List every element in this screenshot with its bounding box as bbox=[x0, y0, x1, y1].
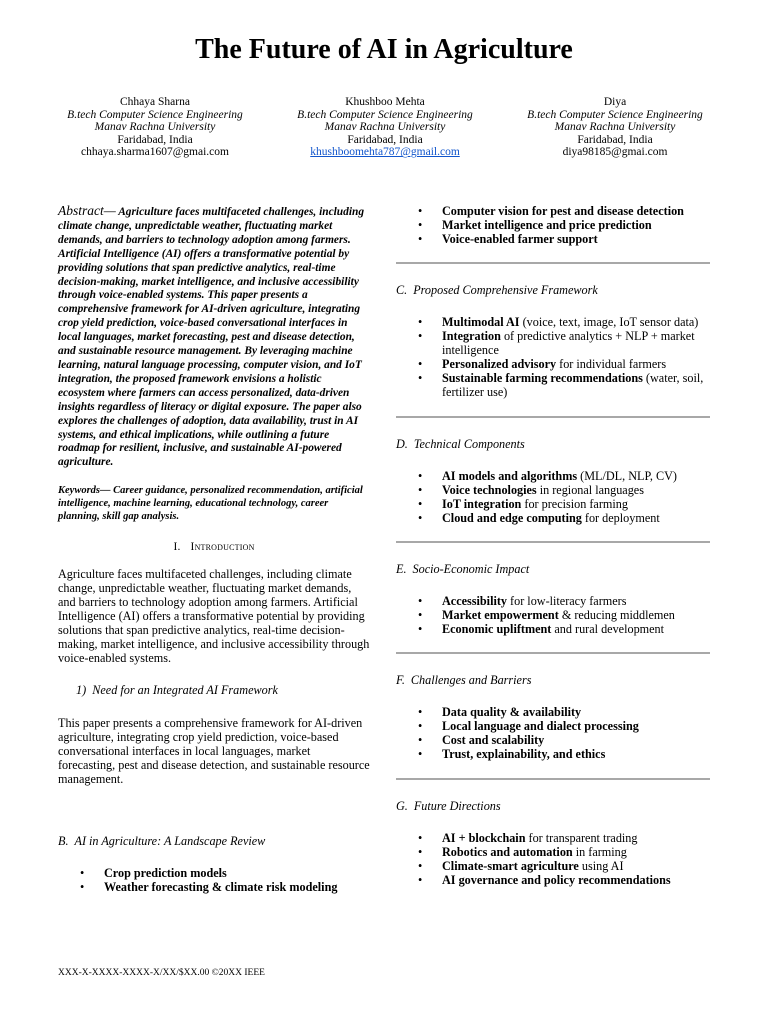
list-item: • AI + blockchain for transparent trading bbox=[396, 831, 710, 845]
author-3 bbox=[500, 96, 730, 159]
list-d bbox=[396, 469, 710, 525]
list-item: • Voice technologies in regional languages bbox=[396, 483, 710, 497]
list-item: • Voice-enabled farmer support bbox=[396, 232, 710, 246]
list-item: • Personalized advisory for individual farmers bbox=[396, 357, 710, 371]
author-university: Manav Rachna University bbox=[324, 121, 446, 134]
list-item: • Weather forecasting & climate risk modeling bbox=[58, 880, 370, 894]
list-e bbox=[396, 594, 710, 636]
author-name: Diya bbox=[603, 96, 627, 108]
list-c bbox=[396, 315, 710, 399]
abstract bbox=[58, 204, 370, 470]
list-item: • Multimodal AI (voice, text, image, IoT sensor data) bbox=[396, 315, 710, 329]
list-item: • Economic upliftment and rural development bbox=[396, 622, 710, 636]
list-item: • Data quality & availability bbox=[396, 705, 710, 719]
author-2 bbox=[270, 96, 500, 159]
list-item: • Cloud and edge computing for deployment bbox=[396, 511, 710, 525]
copyright-footer: XXX-X-XXXX-XXXX-X/XX/$XX.00 ©20XX IEEE bbox=[58, 968, 265, 978]
divider bbox=[396, 778, 710, 780]
author-location: Faridabad, India bbox=[577, 133, 653, 146]
intro-paragraph: Agriculture faces multifaceted challenges, including climate change, unpredictable weather, fluctuating market demands, and barriers to technology adoption among farmers. Artificial Intelligence (AI) offers a transformative potential by providing solutions that span predictive analytics, real-time decision-making, market intelligence, and inclusive accessibility through voice-enabled systems. bbox=[58, 567, 370, 666]
author-program: B.tech Computer Science Engineering bbox=[67, 108, 243, 121]
section-heading-c: C. Proposed Comprehensive Framework bbox=[396, 283, 598, 297]
list-item: • Market empowerment & reducing middlemen bbox=[396, 608, 710, 622]
section-heading-d: D. Technical Components bbox=[396, 437, 525, 451]
left-column bbox=[58, 204, 370, 894]
list-g bbox=[396, 831, 710, 887]
list-f bbox=[396, 705, 710, 761]
section-heading-f: F. Challenges and Barriers bbox=[396, 673, 532, 687]
list-item: • IoT integration for precision farming bbox=[396, 497, 710, 511]
section-heading-g: G. Future Directions bbox=[396, 799, 501, 813]
list-item: • Integration of predictive analytics + NLP + market intelligence bbox=[396, 329, 710, 357]
keywords bbox=[58, 484, 370, 523]
divider bbox=[396, 652, 710, 654]
abstract-text: Agriculture faces multifaceted challenges, including climate change, unpredictable weather, fluctuating market demands, and barriers to technology adoption among farmers. Artificial Intelligence (AI) offers a transformative potential by providing solutions that span predictive analytics, real-time decision-making, market intelligence, and inclusive accessibility through voice-enabled systems. This paper presents a comprehensive framework for AI-driven agriculture, integrating crop yield prediction, voice-based conversational interfaces in local languages, market forecasting, pest and disease detection, and sustainable resource management. By leveraging machine learning, natural language processing, computer vision, and IoT integration, the proposed framework envisions a holistic ecosystem where farmers can access personalized, data-driven insights regardless of literacy or digital exposure. The paper also explores the challenges of adoption, data availability, trust in AI systems, and ethical implications, while outlining a future roadmap for resilient, inclusive, and sustainable AI-powered agriculture. bbox=[58, 206, 365, 469]
author-university: Manav Rachna University bbox=[554, 121, 676, 134]
subsection-heading-need: 1) Need for an Integrated AI Framework bbox=[76, 683, 278, 698]
author-program: B.tech Computer Science Engineering bbox=[527, 108, 703, 121]
section-heading-introduction: I. Introduction bbox=[173, 541, 255, 554]
author-name: Chhaya Sharna bbox=[120, 96, 190, 108]
framework-paragraph: This paper presents a comprehensive framework for AI-driven agriculture, integrating crop yield prediction, voice-based conversational interfaces in local languages, market forecasting, pest and disease detection, and sustainable resource management. bbox=[58, 716, 370, 787]
keywords-heading: Keywords— bbox=[58, 485, 111, 497]
author-email: diya98185@gmai.com bbox=[562, 146, 668, 159]
list-item: • Sustainable farming recommendations (water, soil, fertilizer use) bbox=[396, 371, 710, 399]
list-item: • Crop prediction models bbox=[58, 866, 370, 880]
author-block bbox=[40, 96, 730, 159]
list-b-right bbox=[396, 204, 710, 246]
section-heading-b: B. AI in Agriculture: A Landscape Review bbox=[58, 834, 266, 849]
keywords-text: Career guidance, personalized recommendation, artificial intelligence, machine learning, educational technology, career planning, skill gap analysis. bbox=[58, 485, 363, 523]
author-name: Khushboo Mehta bbox=[345, 96, 425, 108]
list-item: • AI models and algorithms (ML/DL, NLP, CV) bbox=[396, 469, 710, 483]
list-item: • Cost and scalability bbox=[396, 733, 710, 747]
author-email-link[interactable]: khushboomehta787@gmail.com bbox=[310, 146, 460, 159]
paper-title: The Future of AI in Agriculture bbox=[195, 34, 573, 65]
list-item: • Computer vision for pest and disease detection bbox=[396, 204, 710, 218]
right-column bbox=[396, 204, 710, 887]
list-item: • Climate-smart agriculture using AI bbox=[396, 859, 710, 873]
list-item: • Market intelligence and price prediction bbox=[396, 218, 710, 232]
list-item: • Accessibility for low-literacy farmers bbox=[396, 594, 710, 608]
author-1 bbox=[40, 96, 270, 159]
author-location: Faridabad, India bbox=[117, 133, 193, 146]
list-item: • Local language and dialect processing bbox=[396, 719, 710, 733]
abstract-heading: Abstract— bbox=[58, 203, 116, 218]
list-b-left bbox=[58, 866, 370, 894]
author-email: chhaya.sharma1607@gmai.com bbox=[81, 146, 229, 159]
author-program: B.tech Computer Science Engineering bbox=[297, 108, 473, 121]
list-item: • Robotics and automation in farming bbox=[396, 845, 710, 859]
section-heading-e: E. Socio-Economic Impact bbox=[396, 562, 530, 576]
author-university: Manav Rachna University bbox=[94, 121, 216, 134]
list-item: • AI governance and policy recommendations bbox=[396, 873, 710, 887]
author-location: Faridabad, India bbox=[347, 133, 423, 146]
divider bbox=[396, 416, 710, 418]
list-item: • Trust, explainability, and ethics bbox=[396, 747, 710, 761]
divider bbox=[396, 541, 710, 543]
divider bbox=[396, 262, 710, 264]
